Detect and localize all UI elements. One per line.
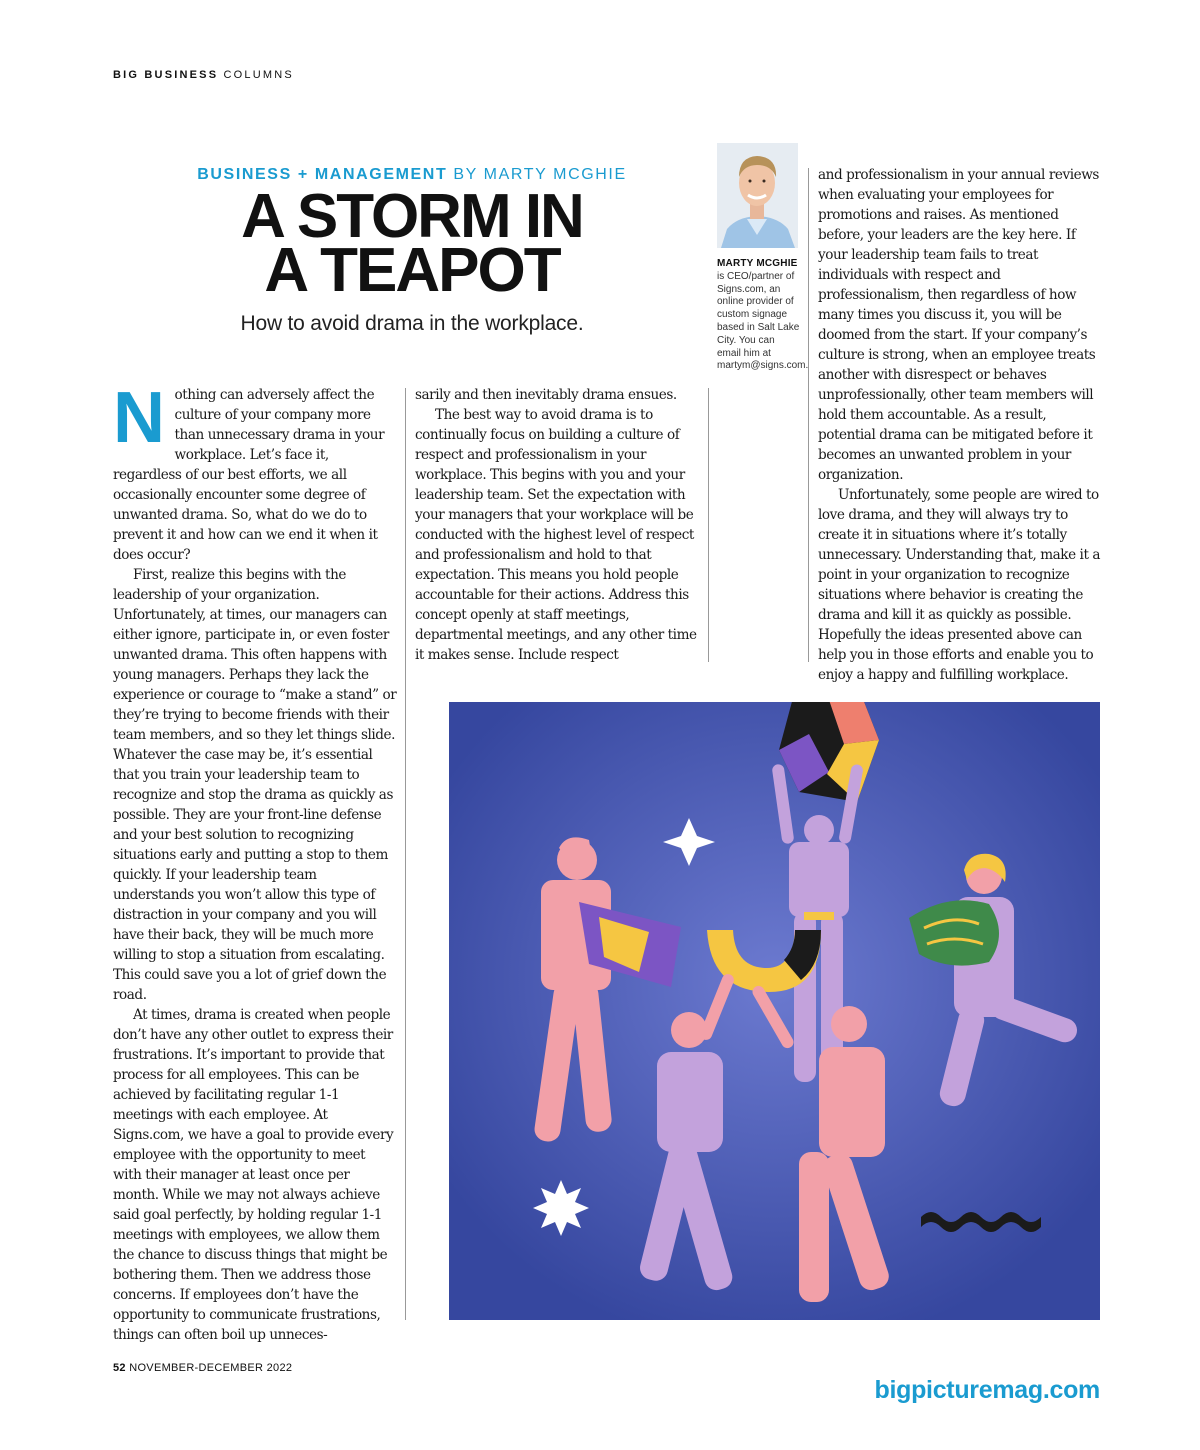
paragraph-5: Unfortunately, some people are wired to love drama, and they will always try to create it in situations where it’s totally unnecessary. Understanding that, make it a point in your organization to recognize situations where behavior is creating the drama and kill it as quickly as possible. Hopefully the ideas presented above can help you in those efforts and enable you to enjoy a happy and fulfilling workplace. bbox=[818, 487, 1100, 683]
article-column-1 bbox=[113, 378, 397, 1345]
paragraph-1 bbox=[113, 378, 397, 565]
column-rule-3 bbox=[808, 168, 809, 662]
team-puzzle-illustration-svg bbox=[449, 702, 1100, 1320]
article-column-2 bbox=[415, 385, 699, 665]
paragraph-3-start: At times, drama is created when people don’t have any other outlet to express their frustrations. It’s important to provide that process for all employees. This can be achieved by facilitating regular 1-1 meetings with each employee. At Signs.com, we have a goal to provide every employee with the opportunity to meet with their manager at least once per month. While we may not always achieve said goal perfectly, by holding regular 1-1 meetings with employees, we allow them the chance to discuss things that might be bothering them. Then we address those concerns. If employees don’t have the opportunity to communicate frustrations, things can often boil up unneces- bbox=[113, 1007, 394, 1343]
drop-cap: N bbox=[113, 378, 165, 458]
running-head bbox=[113, 69, 294, 81]
running-head-label: COLUMNS bbox=[223, 69, 294, 81]
author-photo bbox=[717, 143, 798, 248]
headline-line-1: A STORM IN bbox=[241, 182, 583, 251]
author-bio-text: is CEO/partner of Signs.com, an online provider of custom signage based in Salt Lake City. You can email him at martym@signs.com. bbox=[717, 270, 809, 372]
article-dek: How to avoid drama in the workplace. bbox=[240, 312, 584, 335]
page-folio bbox=[113, 1362, 292, 1374]
burst-star-icon bbox=[533, 1180, 589, 1236]
issue-date: NOVEMBER-DECEMBER 2022 bbox=[129, 1362, 293, 1374]
column-rule-2 bbox=[708, 388, 709, 662]
page-number: 52 bbox=[113, 1362, 126, 1374]
paragraph-4-start: The best way to avoid drama is to continually focus on building a culture of respect and professionalism in your workplace. This begins with you and your leadership team. Set the expectation with your managers that your workplace will be conducted with the highest level of respect and professionalism and hold to that expectation. This means you hold people accountable for their actions. Address this concept openly at staff meetings, departmental meetings, and any other time it makes sense. Include respect bbox=[415, 407, 697, 663]
paragraph-4-end: and professionalism in your annual reviews when evaluating your employees for promotions and raises. As mentioned before, your leaders are the key here. If your leadership team fails to treat individuals with respect and professionalism, then regardless of how many times you discuss it, you will be doomed from the start. If your company’s culture is strong, when an employee treats another with disrespect or behaves unprofessionally, other team members will hold them accountable. As a result, potential drama can be mitigated before it becomes an unwanted problem in your organization. bbox=[818, 167, 1099, 483]
author-portrait-image bbox=[717, 143, 798, 248]
byline: BY MARTY MCGHIE bbox=[453, 166, 627, 183]
column-rule-1 bbox=[405, 388, 406, 1320]
paragraph-2: First, realize this begins with the leadership of your organization. Unfortunately, at times, our managers can either ignore, participate in, or even foster unwanted drama. This often happens with young managers. Perhaps they lack the experience or courage to “make a stand” or they’re trying to become friends with their team members, and so they let things slide. Whatever the case may be, it’s essential that you train your leadership team to recognize and stop the drama as quickly as possible. They are your front-line defense and your best solution to recognizing situations early and putting a stop to them quickly. If your leadership team understands you won’t allow this type of distraction in your company and you will have their back, they will be much more willing to stop a situation from escalating. This could save you a lot of grief down the road. bbox=[113, 567, 397, 1003]
article-headline bbox=[112, 182, 712, 305]
paragraph-1-text: othing can adversely affect the culture of your company more than unnecessary drama in your workplace. Let’s face it, regardless of our best efforts, we all occasionally encounter some degree of unwanted drama. So, what do we do to prevent it and how can we end it when it does occur? bbox=[113, 387, 385, 563]
department-label: BUSINESS + MANAGEMENT bbox=[197, 166, 448, 183]
author-bio bbox=[717, 258, 809, 373]
author-name: MARTY MCGHIE bbox=[717, 258, 798, 269]
website-link[interactable]: bigpicturemag.com bbox=[874, 1376, 1100, 1404]
paragraph-3-end: sarily and then inevitably drama ensues. bbox=[415, 387, 677, 403]
article-column-3 bbox=[818, 165, 1100, 685]
headline-line-2: A TEAPOT bbox=[264, 236, 560, 305]
running-head-section: BIG BUSINESS bbox=[113, 69, 219, 81]
teamwork-illustration bbox=[449, 702, 1100, 1320]
